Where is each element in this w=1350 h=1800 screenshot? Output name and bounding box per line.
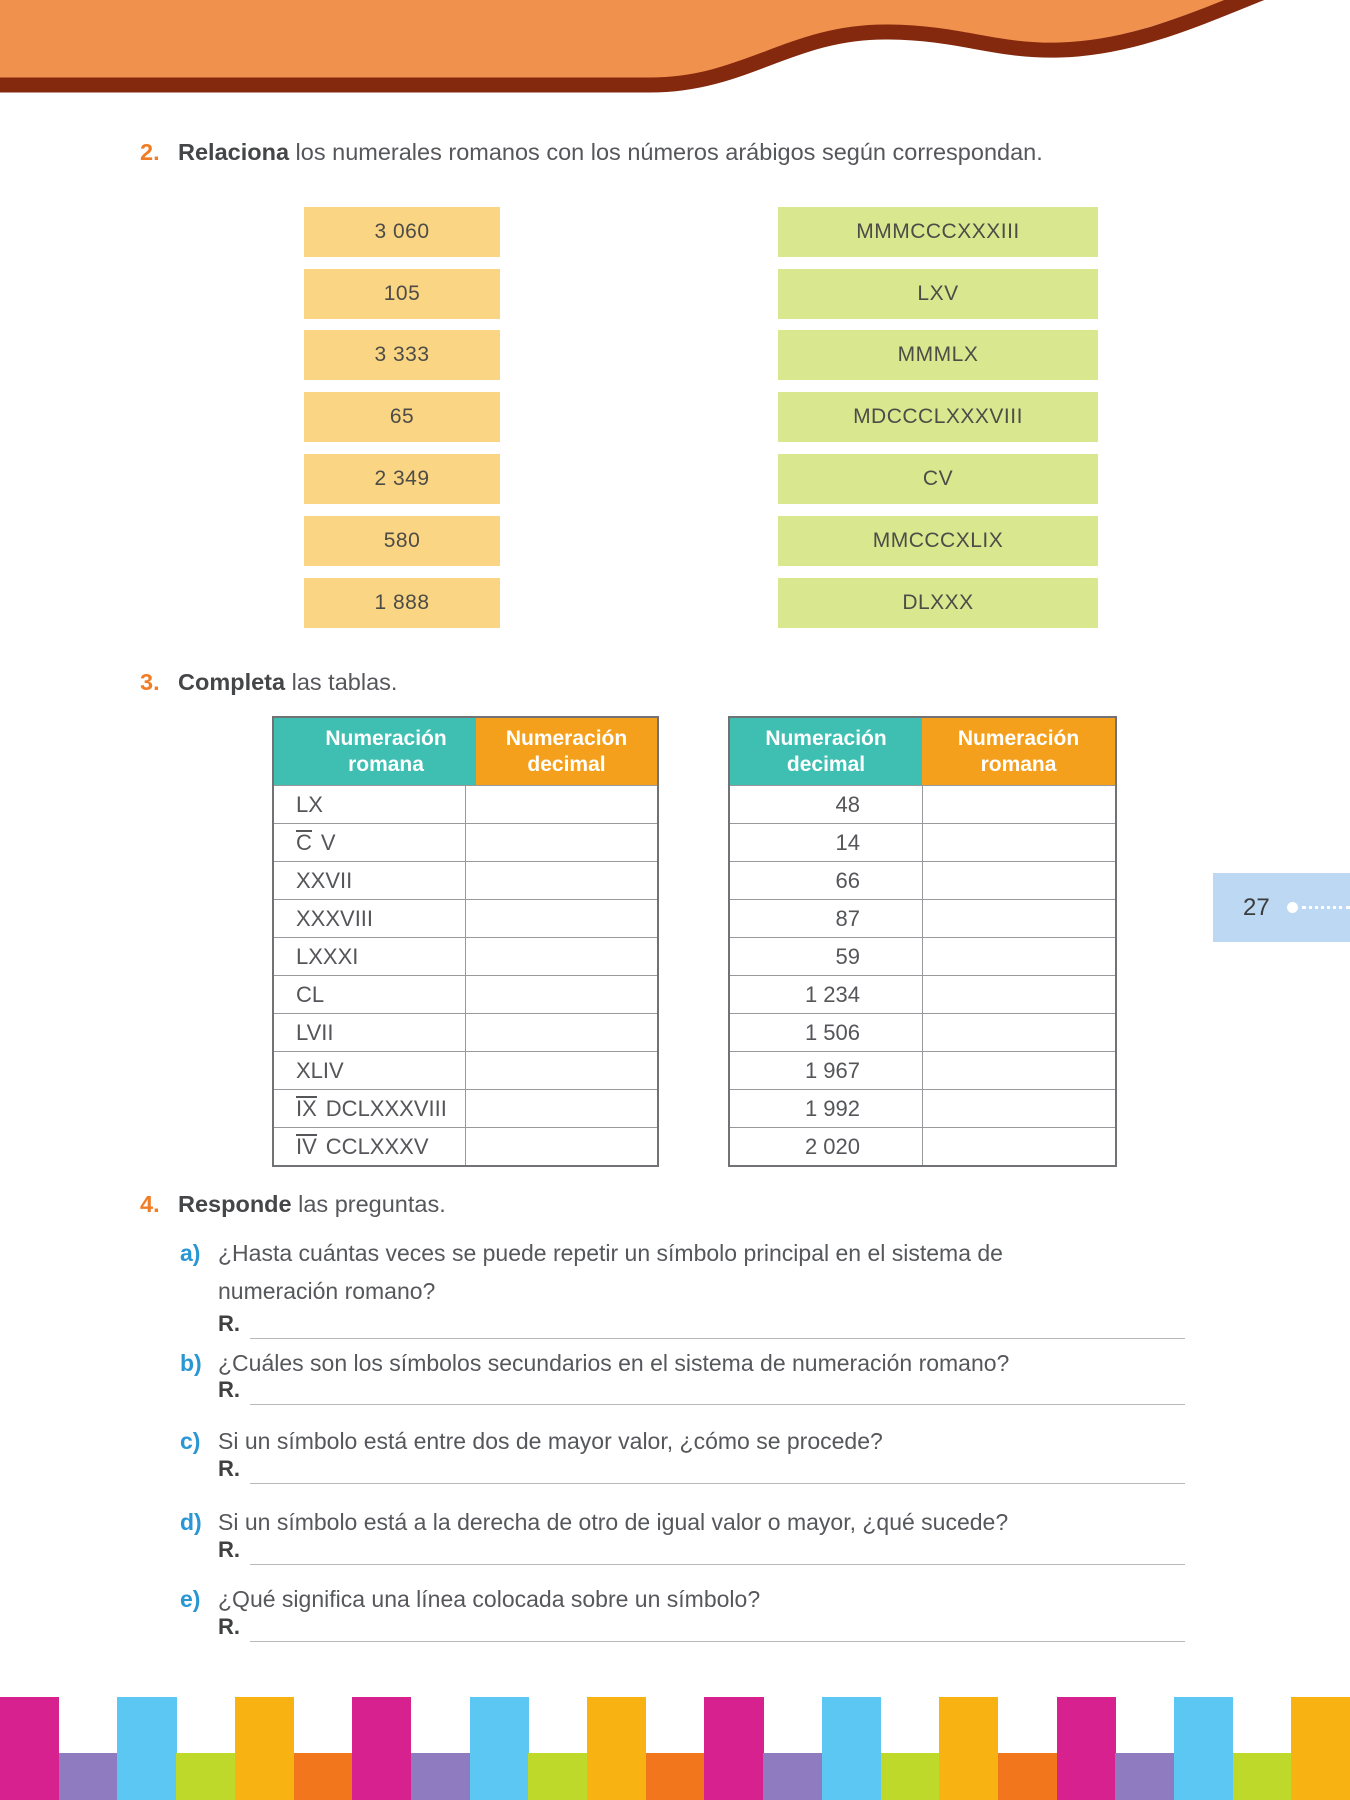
empty-answer-cell <box>465 824 657 861</box>
roman-numeral-cell: XXVII <box>296 867 353 893</box>
table-row <box>730 823 1115 861</box>
answer-blank-line <box>250 1404 1185 1405</box>
table-row <box>274 1127 657 1165</box>
table-row <box>730 1013 1115 1051</box>
exercise-3-heading <box>140 668 397 696</box>
answer-label: R. <box>218 1614 240 1639</box>
roman-numeral-box: CV <box>778 454 1098 504</box>
decimal-number-cell: 2 020 <box>804 1133 860 1159</box>
question-a-text-line1: ¿Hasta cuántas veces se puede repetir un símbolo principal en el sistema de <box>218 1240 1003 1266</box>
exercise-2-instruction: los numerales romanos con los números arábigos según correspondan. <box>289 139 1043 165</box>
color-bar <box>352 1697 411 1800</box>
table-row <box>274 823 657 861</box>
roman-numeral-box: MMMCCCXXXIII <box>778 207 1098 257</box>
answer-row-d <box>218 1535 1185 1565</box>
arabic-number-box: 105 <box>304 269 500 319</box>
decimal-number-cell: 14 <box>835 829 860 855</box>
empty-answer-cell <box>465 1128 657 1165</box>
table-row <box>274 785 657 823</box>
color-bar <box>117 1697 176 1800</box>
roman-numeral-cell: CL <box>296 981 325 1007</box>
color-bar <box>587 1697 646 1800</box>
answer-blank-line <box>250 1338 1185 1339</box>
question-c-letter: c) <box>180 1428 201 1454</box>
empty-answer-cell <box>922 786 1115 823</box>
color-bar <box>704 1697 763 1800</box>
arabic-number-box: 580 <box>304 516 500 566</box>
tab-dot-icon <box>1287 902 1298 913</box>
question-b <box>180 1350 1009 1377</box>
arabic-number-box: 3 060 <box>304 207 500 257</box>
roman-numeral-cell: LXXXI <box>296 943 359 969</box>
roman-numeral-box: DLXXX <box>778 578 1098 628</box>
table-row <box>274 1051 657 1089</box>
exercise-4-verb: Responde <box>178 1191 292 1217</box>
question-c <box>180 1428 883 1455</box>
answer-row-a <box>218 1309 1185 1339</box>
empty-answer-cell <box>922 976 1115 1013</box>
roman-numeral-cell: LX <box>296 791 323 817</box>
answer-blank-line <box>250 1641 1185 1642</box>
answer-blank-line <box>250 1564 1185 1565</box>
color-bar <box>528 1753 587 1800</box>
answer-blank-line <box>250 1483 1185 1484</box>
empty-answer-cell <box>465 1014 657 1051</box>
color-bar <box>176 1753 235 1800</box>
color-bar <box>998 1753 1057 1800</box>
empty-answer-cell <box>922 900 1115 937</box>
exercise-2-heading <box>140 138 1043 166</box>
question-d-letter: d) <box>180 1509 202 1535</box>
table-row <box>730 937 1115 975</box>
empty-answer-cell <box>465 786 657 823</box>
roman-numeral-box: MDCCCLXXXVIII <box>778 392 1098 442</box>
question-a-letter: a) <box>180 1240 201 1266</box>
color-bar <box>822 1697 881 1800</box>
answer-label: R. <box>218 1311 240 1336</box>
decimal-number-cell: 1 967 <box>804 1057 860 1083</box>
table-row <box>274 937 657 975</box>
empty-answer-cell <box>922 1052 1115 1089</box>
table-row <box>730 1051 1115 1089</box>
exercise-2-verb: Relaciona <box>178 139 290 165</box>
empty-answer-cell <box>465 1052 657 1089</box>
empty-answer-cell <box>465 1090 657 1127</box>
question-b-letter: b) <box>180 1350 202 1376</box>
decimal-number-cell: 1 992 <box>804 1095 860 1121</box>
question-e-letter: e) <box>180 1586 201 1612</box>
table-row <box>274 1089 657 1127</box>
table-row <box>730 1127 1115 1165</box>
color-bar <box>294 1753 353 1800</box>
roman-numeral-box: LXV <box>778 269 1098 319</box>
exercise-4-number: 4. <box>140 1191 160 1217</box>
roman-numeral-cell: IX DCLXXXVIII <box>296 1095 447 1122</box>
decimal-number-cell: 1 234 <box>804 981 860 1007</box>
answer-label: R. <box>218 1537 240 1562</box>
header-numeracion-decimal: Numeración decimal <box>730 718 922 785</box>
exercise-4-heading <box>140 1190 446 1218</box>
question-a <box>180 1240 1003 1267</box>
table-row <box>274 1013 657 1051</box>
empty-answer-cell <box>465 938 657 975</box>
exercise-3-verb: Completa <box>178 669 286 695</box>
color-bar <box>0 1697 59 1800</box>
roman-numeral-cell: C V <box>296 829 336 856</box>
empty-answer-cell <box>922 938 1115 975</box>
question-a-text-line2: numeración romano? <box>218 1278 436 1304</box>
color-bar <box>1057 1697 1116 1800</box>
table-row <box>730 899 1115 937</box>
roman-numeral-cell: XLIV <box>296 1057 344 1083</box>
decimal-to-roman-table <box>728 716 1117 1167</box>
header-numeracion-decimal: Numeración decimal <box>476 718 657 785</box>
roman-to-decimal-table <box>272 716 659 1167</box>
header-numeracion-romana: Numeración romana <box>274 718 476 785</box>
empty-answer-cell <box>922 1090 1115 1127</box>
answer-label: R. <box>218 1456 240 1481</box>
question-b-text: ¿Cuáles son los símbolos secundarios en el sistema de numeración romano? <box>218 1350 1010 1376</box>
question-e-text: ¿Qué significa una línea colocada sobre un símbolo? <box>218 1586 761 1612</box>
decimal-number-cell: 48 <box>835 791 860 817</box>
arabic-number-box: 2 349 <box>304 454 500 504</box>
roman-numeral-box: MMCCCXLIX <box>778 516 1098 566</box>
table-row <box>730 975 1115 1013</box>
wave-orange-fill <box>0 0 1256 78</box>
color-bar <box>1115 1753 1174 1800</box>
answer-row-c <box>218 1454 1185 1484</box>
arabic-number-box: 1 888 <box>304 578 500 628</box>
color-bar <box>235 1697 294 1800</box>
roman-numeral-box: MMMLX <box>778 330 1098 380</box>
empty-answer-cell <box>922 1128 1115 1165</box>
color-bar <box>881 1753 940 1800</box>
question-d-text: Si un símbolo está a la derecha de otro de igual valor o mayor, ¿qué sucede? <box>218 1509 1009 1535</box>
header-wave-decoration <box>0 0 1350 140</box>
color-bar <box>1233 1753 1292 1800</box>
empty-answer-cell <box>922 824 1115 861</box>
table-row <box>730 1089 1115 1127</box>
color-bar <box>939 1697 998 1800</box>
table-row <box>274 899 657 937</box>
question-e <box>180 1586 760 1613</box>
empty-answer-cell <box>922 862 1115 899</box>
color-bar <box>1291 1697 1350 1800</box>
table-header-row <box>730 718 1115 785</box>
table-row <box>274 861 657 899</box>
decimal-number-cell: 87 <box>835 905 860 931</box>
page-number: 27 <box>1243 893 1270 921</box>
roman-numeral-cell: XXXVIII <box>296 905 374 931</box>
color-bar <box>1174 1697 1233 1800</box>
decimal-number-cell: 1 506 <box>804 1019 860 1045</box>
empty-answer-cell <box>922 1014 1115 1051</box>
answer-label: R. <box>218 1377 240 1402</box>
header-numeracion-romana: Numeración romana <box>922 718 1115 785</box>
arabic-number-box: 3 333 <box>304 330 500 380</box>
exercise-2-number: 2. <box>140 139 160 165</box>
question-c-text: Si un símbolo está entre dos de mayor valor, ¿cómo se procede? <box>218 1428 883 1454</box>
empty-answer-cell <box>465 862 657 899</box>
exercise-4-instruction: las preguntas. <box>291 1191 446 1217</box>
table-row <box>730 861 1115 899</box>
color-bar <box>763 1753 822 1800</box>
answer-row-e <box>218 1612 1185 1642</box>
empty-answer-cell <box>465 900 657 937</box>
exercise-3-number: 3. <box>140 669 160 695</box>
color-bar <box>59 1753 118 1800</box>
color-bar <box>646 1753 705 1800</box>
exercise-3-instruction: las tablas. <box>285 669 398 695</box>
page-number-tab <box>1213 873 1350 942</box>
table-row <box>274 975 657 1013</box>
arabic-number-box: 65 <box>304 392 500 442</box>
decimal-number-cell: 66 <box>835 867 860 893</box>
decimal-number-cell: 59 <box>835 943 860 969</box>
roman-numeral-cell: LVII <box>296 1019 334 1045</box>
color-bar <box>411 1753 470 1800</box>
color-bar <box>470 1697 529 1800</box>
roman-numeral-cell: IV CCLXXXV <box>296 1133 429 1160</box>
answer-row-b <box>218 1375 1185 1405</box>
table-header-row <box>274 718 657 785</box>
empty-answer-cell <box>465 976 657 1013</box>
tab-dotted-line <box>1302 906 1350 909</box>
question-d <box>180 1509 1008 1536</box>
table-row <box>730 785 1115 823</box>
